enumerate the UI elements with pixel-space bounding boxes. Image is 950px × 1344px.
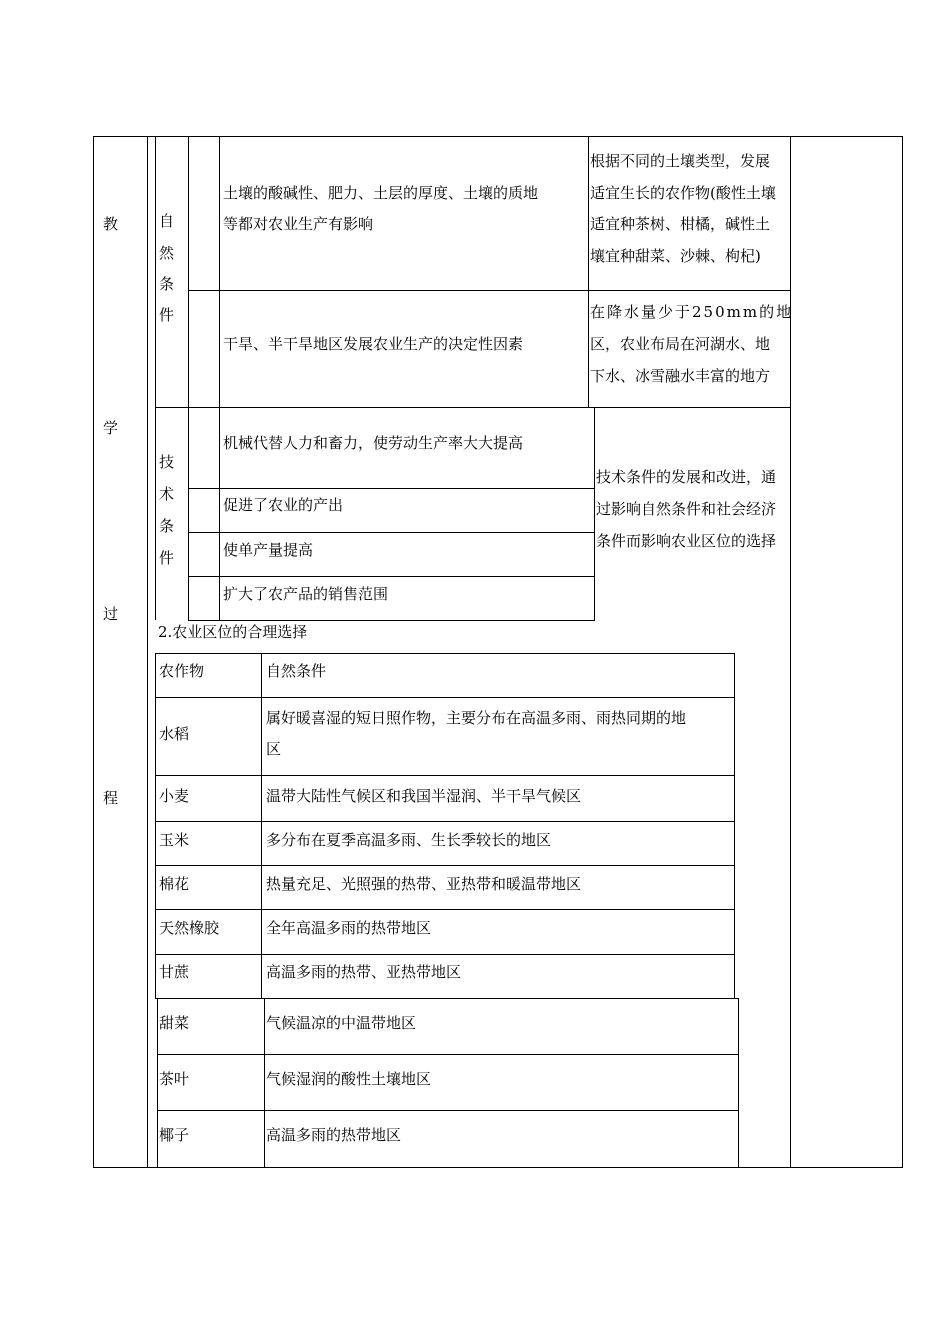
crop-row-line	[157, 1110, 739, 1111]
natural-sub-divider	[188, 136, 189, 408]
tech-label-char: 条	[159, 517, 175, 535]
crop-table-left	[155, 653, 156, 999]
crop-table-left-lower	[157, 998, 158, 1168]
crop-condition: 全年高温多雨的热带地区	[266, 919, 432, 937]
tech-row-text: 使单产量提高	[223, 541, 314, 559]
outer-right-border	[902, 136, 903, 1168]
tech-row-text: 机械代替人力和畜力，使劳动生产率大大提高	[223, 434, 524, 452]
tech-note-line: 条件而影响农业区位的选择	[596, 532, 777, 550]
natural-left	[155, 136, 156, 620]
tech-label-char: 术	[159, 485, 175, 503]
crop-condition: 属好暖喜湿的短日照作物，主要分布在高温多雨、雨热同期的地	[266, 709, 687, 727]
crop-name: 甜菜	[159, 1014, 190, 1032]
tech-note-line: 技术条件的发展和改进，通	[596, 468, 777, 486]
water-note-line: 下水、冰雪融水丰富的地方	[590, 367, 771, 385]
tech-sub-divider	[188, 407, 189, 620]
crop-name: 水稻	[159, 725, 190, 743]
tech-col-divider	[219, 407, 220, 620]
tech-label-char: 件	[159, 549, 175, 567]
natural-label-char: 条	[159, 275, 175, 293]
tech-note-line: 过影响自然条件和社会经济	[596, 500, 777, 518]
tech-row-line	[188, 576, 595, 577]
tech-right-divider	[594, 407, 595, 620]
crop-name: 椰子	[159, 1126, 190, 1144]
crop-table-right-lower	[738, 998, 739, 1168]
crop-name: 茶叶	[159, 1070, 190, 1088]
crop-header: 自然条件	[266, 662, 327, 680]
natural-bottom	[155, 407, 791, 408]
section-title: 2.农业区位的合理选择	[158, 623, 308, 641]
crop-row-line	[155, 909, 735, 910]
crop-table-right	[734, 653, 735, 999]
crop-name: 天然橡胶	[159, 919, 220, 937]
crop-condition: 高温多雨的热带、亚热带地区	[266, 963, 462, 981]
tech-row-line	[188, 488, 595, 489]
crop-table-top	[155, 653, 735, 654]
crop-row-line	[157, 1054, 739, 1055]
crop-condition: 区	[266, 740, 282, 758]
side-label-char: 程	[103, 789, 119, 807]
side-label-char: 教	[103, 215, 119, 233]
crop-condition: 热量充足、光照强的热带、亚热带和暖温带地区	[266, 875, 582, 893]
crop-row-line	[155, 821, 735, 822]
natural-col-divider	[219, 136, 220, 408]
crop-header: 农作物	[159, 662, 205, 680]
crop-name: 棉花	[159, 875, 190, 893]
natural-label-char: 件	[159, 306, 175, 324]
soil-influence-line: 等都对农业生产有影响	[223, 215, 374, 233]
crop-row-line	[155, 998, 739, 999]
crop-row-line	[155, 697, 735, 698]
outer-left-border	[93, 136, 94, 1168]
water-note-line: 区，农业布局在河湖水、地	[590, 335, 771, 353]
crop-condition: 气候湿润的酸性土壤地区	[266, 1070, 432, 1088]
soil-note-line: 壤宜种甜菜、沙棘、枸杞)	[590, 247, 761, 265]
crop-condition: 高温多雨的热带地区	[266, 1126, 402, 1144]
water-influence: 干旱、半干旱地区发展农业生产的决定性因素	[223, 335, 524, 353]
crop-row-line	[155, 954, 735, 955]
soil-note-line: 适宜生长的农作物(酸性土壤	[590, 184, 776, 202]
crop-name: 甘蔗	[159, 963, 190, 981]
soil-note-line: 适宜种茶树、柑橘，碱性土	[590, 215, 771, 233]
soil-note-line: 根据不同的土壤类型，发展	[590, 152, 771, 170]
tech-row-text: 扩大了农产品的销售范围	[223, 585, 389, 603]
natural-note-divider	[588, 136, 589, 408]
crop-condition: 温带大陆性气候区和我国半湿润、半干旱气候区	[266, 787, 582, 805]
crop-name: 小麦	[159, 787, 190, 805]
natural-top	[155, 136, 791, 137]
crop-row-line	[155, 865, 735, 866]
crop-table-mid-lower	[264, 998, 265, 1168]
water-note-line: 在降水量少于250mm的地	[590, 303, 794, 321]
tech-row-text: 促进了农业的产出	[223, 496, 344, 514]
outer-bottom-border	[93, 1167, 903, 1168]
natural-label-char: 自	[159, 212, 175, 230]
crop-condition: 气候温凉的中温带地区	[266, 1014, 417, 1032]
column-divider-left	[147, 136, 148, 1168]
natural-label-char: 然	[159, 244, 175, 262]
crop-name: 玉米	[159, 831, 190, 849]
tech-label-char: 技	[159, 453, 175, 471]
side-label-char: 过	[103, 605, 119, 623]
soil-influence-line: 土壤的酸碱性、肥力、土层的厚度、土壤的质地	[223, 184, 539, 202]
crop-table-mid	[261, 653, 262, 999]
side-label-char: 学	[103, 419, 119, 437]
tech-row-line	[188, 532, 595, 533]
natural-row-divider	[188, 290, 791, 291]
crop-condition: 多分布在夏季高温多雨、生长季较长的地区	[266, 831, 552, 849]
crop-row-line	[155, 775, 735, 776]
